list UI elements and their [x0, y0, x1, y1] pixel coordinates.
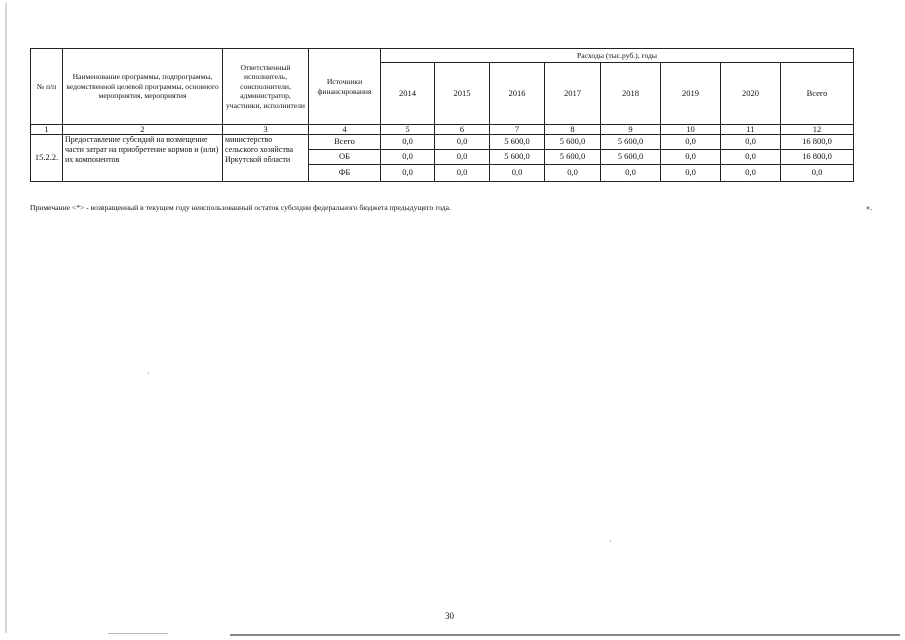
column-number: 4 — [309, 125, 381, 135]
column-number: 8 — [545, 125, 601, 135]
header-num: № п/п — [31, 49, 63, 125]
entry-name: Предоставление субсидий на возмещение части затрат на приобретение кормов и (или) их компонентов — [63, 135, 223, 182]
header-responsible: Ответственный исполнитель, соисполнители, администратор, участники, исполнители — [223, 49, 309, 125]
scan-artifact — [610, 540, 611, 542]
column-number: 3 — [223, 125, 309, 135]
value-cell: 0,0 — [661, 135, 721, 150]
value-cell: 0,0 — [661, 165, 721, 182]
column-number-row — [31, 125, 854, 135]
header-sources: Источники финансирования — [309, 49, 381, 125]
value-cell: 0,0 — [435, 150, 490, 165]
source-cell: ОБ — [309, 150, 381, 165]
column-number: 9 — [601, 125, 661, 135]
header-expenses-group: Расходы (тыс.руб.), годы — [381, 49, 854, 63]
column-number: 11 — [721, 125, 781, 135]
page-number: 30 — [445, 611, 454, 621]
column-number: 12 — [781, 125, 854, 135]
source-cell: ФБ — [309, 165, 381, 182]
scan-artifact — [230, 634, 900, 636]
value-cell: 0,0 — [721, 135, 781, 150]
budget-table — [30, 48, 854, 182]
header-year: 2019 — [661, 63, 721, 125]
value-cell: 0,0 — [661, 150, 721, 165]
value-cell: 0,0 — [381, 165, 435, 182]
scan-artifact — [148, 372, 149, 374]
entry-num: 15.2.2. — [31, 135, 63, 182]
value-cell: 0,0 — [721, 150, 781, 165]
footnote: Примечание <*> - возвращенный в текущем году неиспользованный остаток субсидии федерального бюджета предыдущего года. — [30, 203, 451, 212]
value-cell: 5 600,0 — [490, 150, 545, 165]
value-cell: 0,0 — [721, 165, 781, 182]
value-cell: 5 600,0 — [601, 150, 661, 165]
value-cell: 5 600,0 — [545, 150, 601, 165]
column-number: 6 — [435, 125, 490, 135]
column-number: 10 — [661, 125, 721, 135]
value-cell: 0,0 — [435, 135, 490, 150]
header-row-top — [31, 49, 854, 63]
header-year: 2014 — [381, 63, 435, 125]
value-cell: 5 600,0 — [601, 135, 661, 150]
header-year: 2017 — [545, 63, 601, 125]
total-cell: 16 800,0 — [781, 135, 854, 150]
source-cell: Всего — [309, 135, 381, 150]
header-year: 2016 — [490, 63, 545, 125]
value-cell: 0,0 — [435, 165, 490, 182]
total-cell: 0,0 — [781, 165, 854, 182]
value-cell: 5 600,0 — [490, 135, 545, 150]
header-name: Наименование программы, подпрограммы, ведомственной целевой программы, основного мероприятия, мероприятия — [63, 49, 223, 125]
value-cell: 5 600,0 — [545, 135, 601, 150]
entry-responsible: министерство сельского хозяйства Иркутской области — [223, 135, 309, 182]
column-number: 7 — [490, 125, 545, 135]
scan-edge — [5, 3, 7, 633]
header-total: Всего — [781, 63, 854, 125]
value-cell: 0,0 — [381, 135, 435, 150]
header-year: 2020 — [721, 63, 781, 125]
scan-artifact — [108, 633, 168, 634]
value-cell: 0,0 — [545, 165, 601, 182]
header-year: 2015 — [435, 63, 490, 125]
column-number: 1 — [31, 125, 63, 135]
header-year: 2018 — [601, 63, 661, 125]
value-cell: 0,0 — [601, 165, 661, 182]
column-number: 2 — [63, 125, 223, 135]
total-cell: 16 800,0 — [781, 150, 854, 165]
closing-quote: ». — [866, 203, 872, 212]
table-row — [31, 135, 854, 150]
value-cell: 0,0 — [381, 150, 435, 165]
column-number: 5 — [381, 125, 435, 135]
value-cell: 0,0 — [490, 165, 545, 182]
